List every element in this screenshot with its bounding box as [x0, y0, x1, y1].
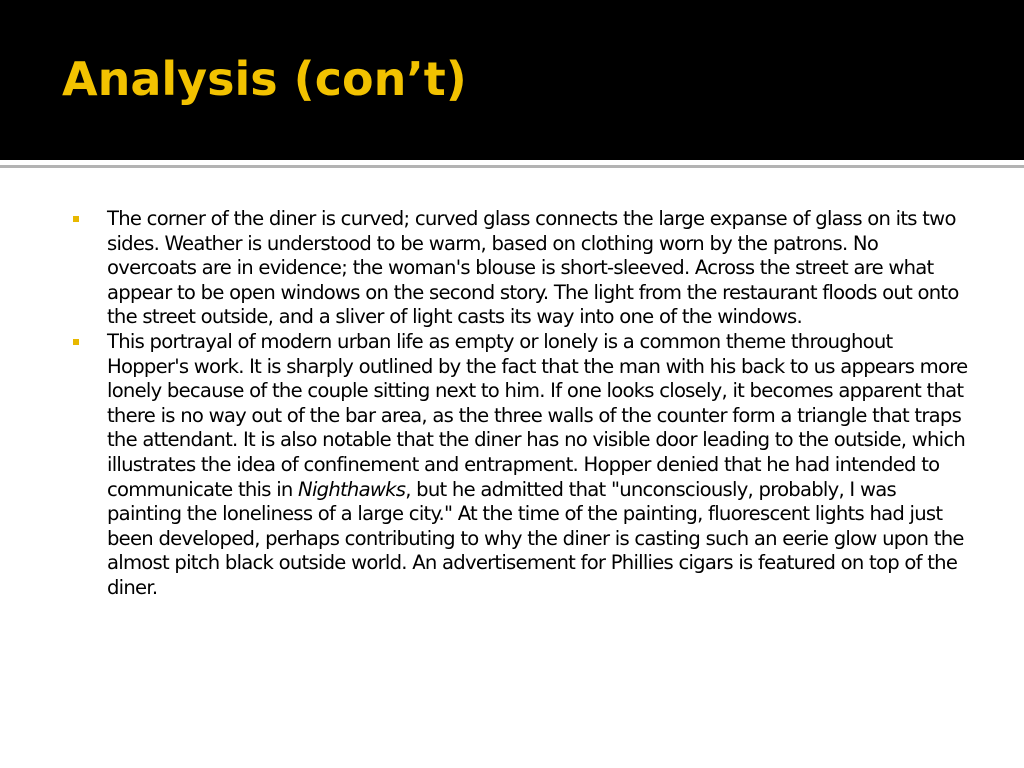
bullet-text-before-italic: This portrayal of modern urban life as empty or lonely is a common theme throughout Hopper's work. It is sharply outlined by the fact that the man with his back to us appears more lonely because of the couple sitting next to him. If one looks closely, it becomes apparent that there is no way out of the bar area, as the three walls of the counter form a triangle that traps the attendant. It is also notable that the diner has no visible door leading to the outside, which illustrates the idea of confinement and entrapment. Hopper denied that he had intended to communicate this in [107, 329, 968, 501]
bullet-item [72, 207, 972, 330]
square-bullet-icon [73, 339, 79, 345]
title-divider [0, 165, 1024, 168]
bullet-text [107, 330, 972, 601]
slide-content [72, 207, 972, 601]
title-bar [0, 0, 1024, 160]
painting-title-italic: Nighthawks [298, 477, 406, 501]
bullet-text: The corner of the diner is curved; curved glass connects the large expanse of glass on its two sides. Weather is understood to be warm, based on clothing worn by the patrons. No overcoats are in evidence; the woman's blouse is short-sleeved. Across the street are what appear to be open windows on the second story. The light from the restaurant floods out onto the street outside, and a sliver of light casts its way into one of the windows. [107, 207, 959, 329]
bullet-item [72, 330, 972, 601]
bullet-text-after-italic: , but he admitted that "unconsciously, probably, I was painting the loneliness of a large city." At the time of the painting, fluorescent lights had just been developed, perhaps contributing to why the diner is casting such an eerie glow upon the almost pitch black outside world. An advertisement for Phillies cigars is featured on top of the diner. [107, 477, 964, 599]
slide-title: Analysis (con’t) [62, 52, 467, 106]
square-bullet-icon [73, 216, 79, 222]
bullet-list [72, 207, 972, 601]
